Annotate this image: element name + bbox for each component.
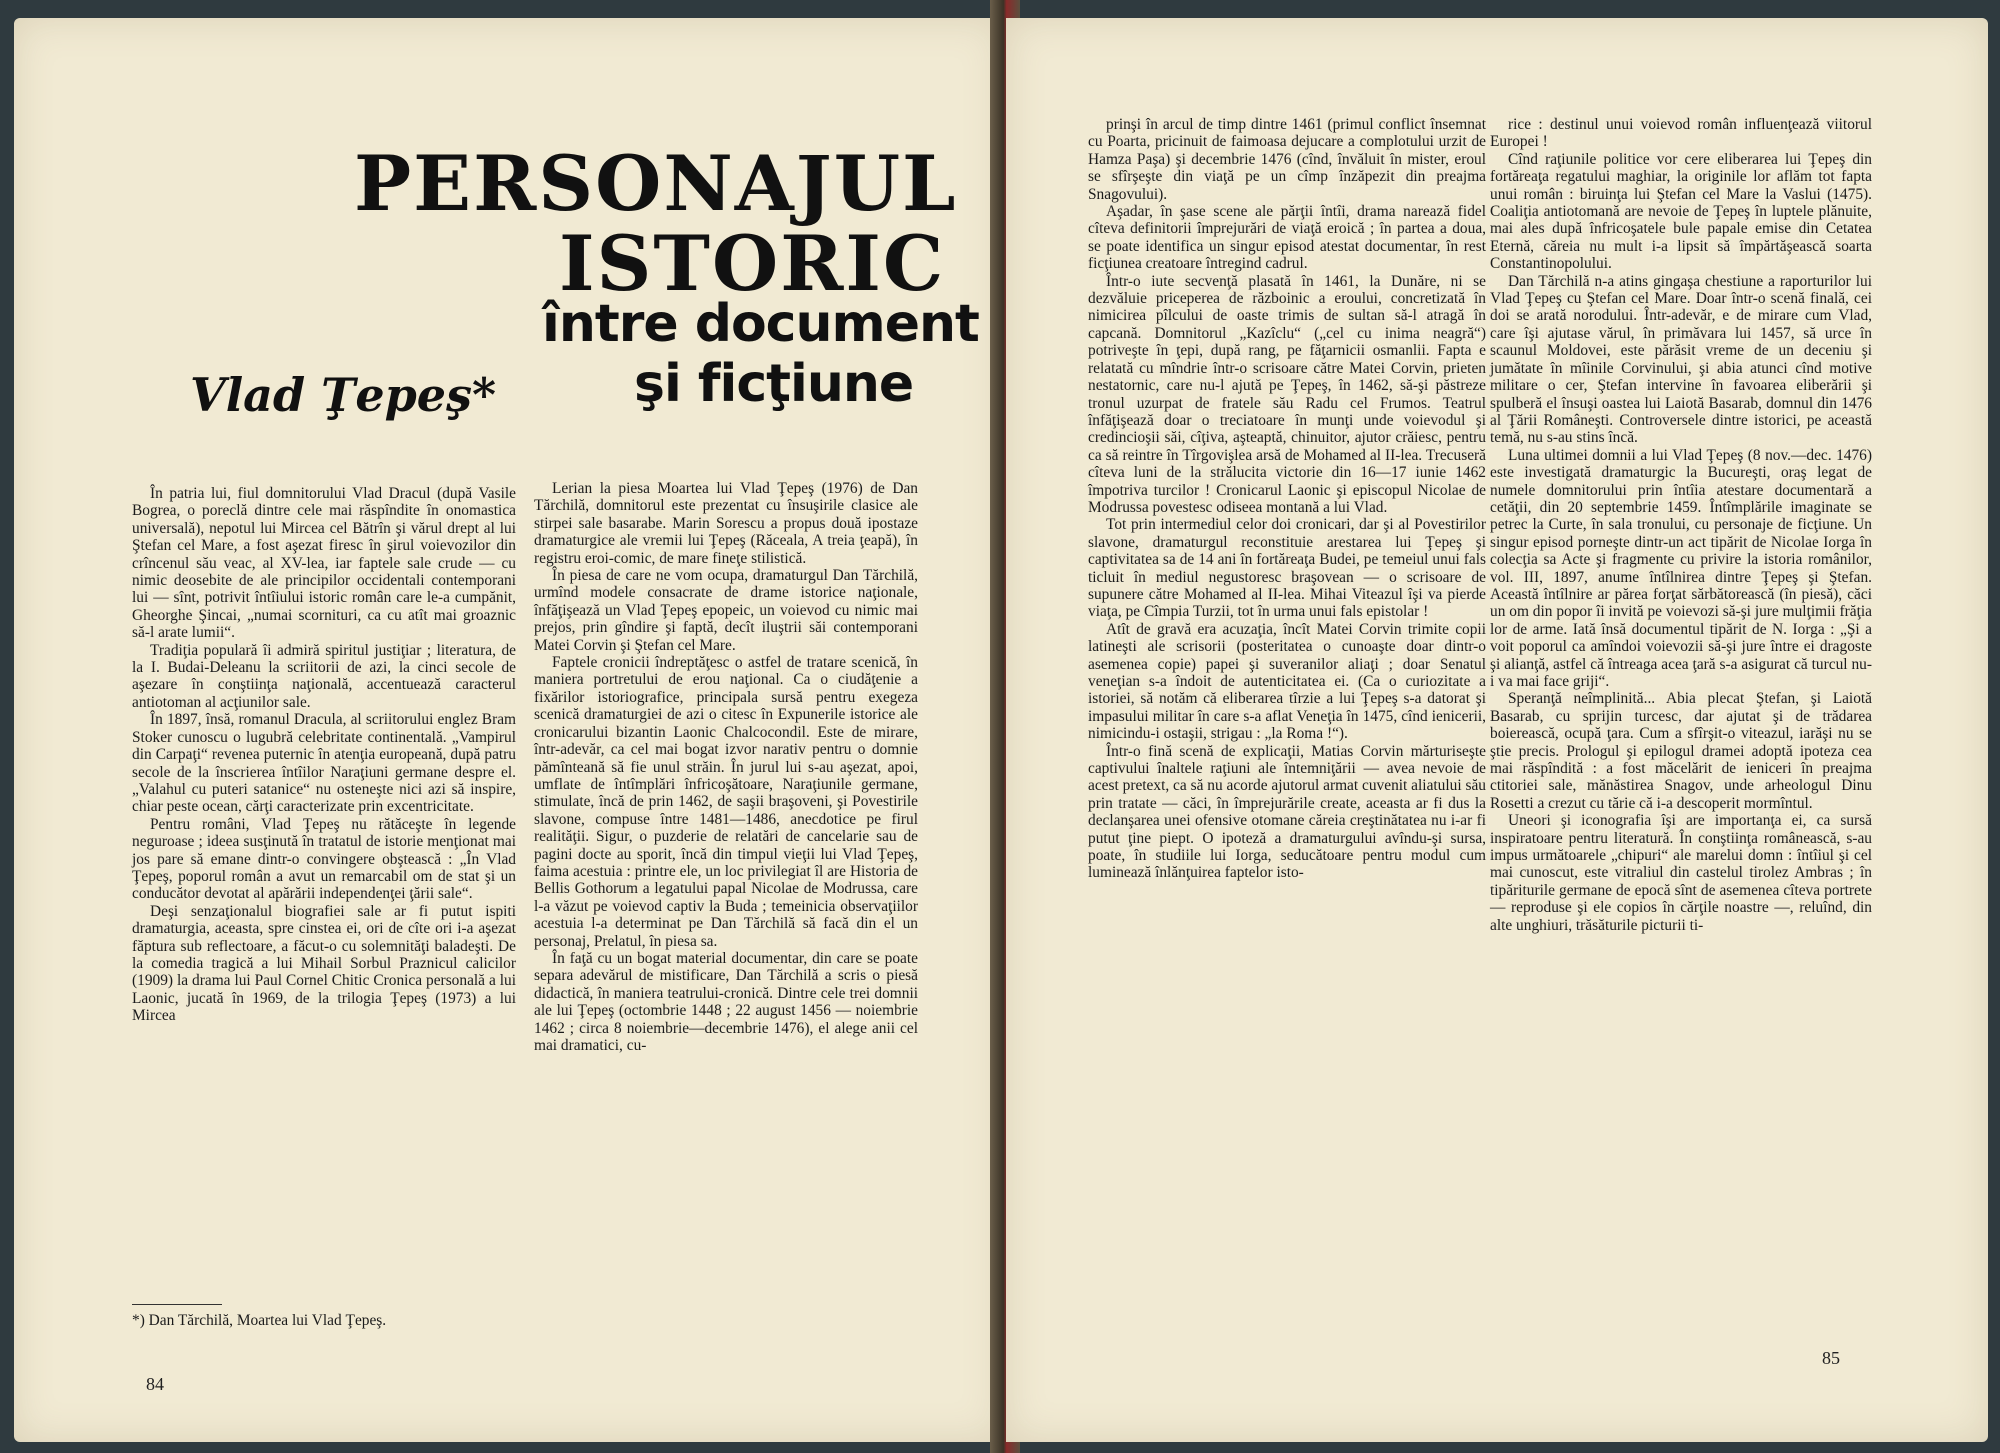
paragraph: Faptele cronicii îndreptăţesc o astfel de tratare scenică, în maniera portretului de erou naţional. Ca o ciudăţenie a fixărilor istoriografice, principala sursă pentru exegeza scenică dramaturgiei de azi o citesc în Expunerile istorice ale cronicarului bizantin Laonic Chalcocondil. Este de mirare, într-adevăr, ca cel mai bogat izvor narativ pentru o domnie pămînteană să fie unul străin. În jurul lui s-au aşezat, apoi, umflate de întîmplări înfricoşătoare, Naraţiunile germane, stimulate, încă de prin 1462, de saşii braşoveni, şi Povestirile slavone, compuse între 1481—1486, anecdotice pe firul realităţii. Sigur, o puzderie de relatări de cancelarie sau de pagini docte au sporit, încă din timpul vieţii lui Vlad Ţepeş, faima acestuia : printre ele, un loc privilegiat îl are Historia de Bellis Gothorum a legatului papal Nicolae de Modrussa, care l-a văzut pe voievod captiv la Buda ; temeinicia observaţiilor acestuia l-a determinat pe Dan Tărchilă să facă din el un personaj, Prelatul, în piesa sa. (534, 654, 918, 950)
paragraph: prinşi în arcul de timp dintre 1461 (primul conflict însemnat cu Poarta, pricinuit de faimoasa dejucare a complotului urzit de Hamza Paşa) şi decembrie 1476 (cînd, învăluit în mister, eroul se sfîrşeşte din viaţă pe un cîmp înzăpezit din preajma Snagovului). (1088, 116, 1486, 203)
title-line-personajul: PERSONAJUL (354, 139, 958, 228)
text-column-1 (132, 485, 516, 1333)
subject-name: Vlad Ţepeş* (190, 368, 497, 422)
paragraph: Lerian la piesa Moartea lui Vlad Ţepeş (1976) de Dan Tărchilă, domnitorul este prezentat cu însuşirile clasice ale stirpei sale basarabe. Marin Sorescu a propus două ipostaze dramaturgice ale vremii lui Ţepeş (Răceala, A treia ţeapă), în registru eroi-comic, de mare fineţe stilistică. (534, 480, 918, 567)
paragraph: În piesa de care ne vom ocupa, dramaturgul Dan Tărchilă, urmînd modele consacrate de drame istorice naţionale, înfăţişează un Vlad Ţepeş epopeic, un voievod cu nimic mai prejos, prin gîndire şi faptă, decît iluştrii săi contemporani Matei Corvin şi Ştefan cel Mare. (534, 567, 918, 654)
page-number-right: 85 (1822, 1348, 1840, 1368)
left-page (14, 18, 1002, 1442)
title-line-si-fictiune: şi ficţiune (634, 354, 914, 414)
title-line-istoric: ISTORIC (559, 219, 946, 308)
paragraph: Dan Tărchilă n-a atins gingaşa chestiune a raporturilor lui Vlad Ţepeş cu Ştefan cel Mare. Doar într-o scenă finală, cei doi se arată norodului. Într-adevăr, e de mirare cum Vlad, care îşi ajutase vărul, în primăvara lui 1457, să urce în scaunul Moldovei, este părăsit vreme de un deceniu şi jumătate în mîinile Corvinului, şi abia atunci cînd motive militare o cer, Ştefan intervine în favoarea eliberării şi spulberă el însuşi oastea lui Laiotă Basarab, domnul din 1476 al Ţării Româneşti. Controversele dintre istorici, pe această temă, nu s-au stins încă. (1490, 272, 1872, 447)
paragraph: În patria lui, fiul domnitorului Vlad Dracul (după Vasile Bogrea, o poreclă dintre cele mai răspîndite în onomastica universală), nepotul lui Mircea cel Bătrîn şi vărul drept al lui Ştefan cel Mare, a fost aşezat firesc în şirul voievozilor din crîncenul său veac, al XV-lea, iar faptele sale crude — cu nimic deosebite de ale principilor occidentali contemporani lui — sînt, potrivit întîiului istoric român care le-a cumpănit, Gheorghe Şincai, „numai scornituri, ca cu atît mai groaznic să-l arate lumii“. (132, 485, 516, 642)
paragraph: Pentru români, Vlad Ţepeş nu rătăceşte în legende neguroase ; ideea susţinută în tratatul de istorie menţionat mai jos pare să emane dintr-o convingere obştească : „În Vlad Ţepeş, poporul român a avut un remarcabil om de stat şi un conducător devotat al apărării independenţei ţării sale“. (132, 815, 516, 903)
page-number-left: 84 (146, 1374, 164, 1394)
paragraph: Cînd raţiunile politice vor cere eliberarea lui Ţepeş din fortăreaţa regatului maghiar, la originile lor aflăm tot fapta unui român : biruinţa lui Ştefan cel Mare la Vaslui (1475). Coaliţia antiotomană are nevoie de Ţepeş în luptele plănuite, mai ales după înfricoşatele bule papale emise din Cetatea Eternă, căreia nu mult i-a lipsit să împărtăşească soarta Constantinopolului. (1490, 150, 1872, 273)
paragraph: Aşadar, în şase scene ale părţii întîi, drama narează fidel cîteva definitorii împrejurări de viaţă eroică ; în partea a doua, se poate identifica un singur episod atestat documentar, în rest ficţiunea creatoare întregind cadrul. (1088, 203, 1486, 273)
footnote: *) Dan Tărchilă, Moartea lui Vlad Ţepeş. (132, 1312, 387, 1329)
text-column-2 (534, 480, 918, 1352)
paragraph: Speranţă neîmplinită... Abia plecat Ştefan, şi Laiotă Basarab, cu sprijin turcesc, dar ajutat şi de trădarea boierească, ocupă ţara. Cum a sfîrşit-o viteazul, iarăşi nu se ştie precis. Prologul şi epilogul dramei adoptă ipoteza cea mai răspîndită : a fost măcelărit de ieniceri în preajma ctitoriei sale, mănăstirea Snagov, unde arheologul Dinu Rosetti a crezut cu tărie că i-a descoperit mormîntul. (1490, 690, 1872, 812)
paragraph: În 1897, însă, romanul Dracula, al scriitorului englez Bram Stoker cunoscu o lugubră celebritate continentală. „Vampirul din Carpaţi“ revenea puternic în atenţia europeană, după patru secole de la înscrierea întîilor Naraţiuni germane despre el. „Valahul cu puteri satanice“ nu osteneşte nici azi să inspire, chiar peste ocean, cărţi caracterizate prin excentricitate. (132, 711, 516, 816)
paragraph: Luna ultimei domnii a lui Vlad Ţepeş (8 nov.—dec. 1476) este investigată dramaturgic la Bucureşti, oraş legat de numele domnitorului prin întîia atestare documentară a cetăţii, din 20 septembrie 1459. Întîmplările imaginate se petrec la Curte, în sala tronului, cu personaje de ficţiune. Un singur episod porneşte dintr-un act tipărit de Nicolae Iorga în colecţia sa Acte şi fragmente cu privire la istoria românilor, vol. III, 1897, anume întîlnirea dintre Ţepeş şi Ştefan. Această întîlnire ar părea forţat sărbătorească (în piesă), căci un om din popor îi invită pe voievozi să-şi jure mulţimii frăţia lor de arme. Iată însă documentul tipărit de N. Iorga : „Şi a voit poporul ca amîndoi voievozii să-şi jure între ei dragoste şi alianţă, astfel că întreaga acea ţară s-a asigurat că turcul nu-i va mai face griji“. (1490, 446, 1872, 690)
text-column-3 (1088, 116, 1486, 1350)
paragraph: rice : destinul unui voievod român influenţează viitorul Europei ! (1490, 116, 1872, 151)
paragraph: Deşi senzaţionalul biografiei sale ar fi putut ispiti dramaturgia, aceasta, spre cinstea ei, ori de cîte ori i-a aşezat făptura sub reflectoare, a făcut-o cu solemnităţi baladeşti. De la comedia tragică a lui Mihail Sorbul Praznicul calicilor (1909) la drama lui Paul Cornel Chitic Cronica personală a lui Laonic, jucată în 1969, de la trilogia Ţepeş (1973) a lui Mircea (132, 902, 516, 1025)
paragraph: Tradiţia populară îi admiră spiritul justiţiar ; literatura, de la I. Budai-Deleanu la scriitorii de azi, la cinci secole de aşezare în conştiinţa naţională, accentuează caracterul antiotoman al acţiunilor sale. (132, 641, 516, 711)
paragraph: În faţă cu un bogat material documentar, din care se poate separa adevărul de mistificare, Dan Tărchilă a scris o piesă didactică, în maniera teatrului-cronică. Dintre cele trei domnii ale lui Ţepeş (octombrie 1448 ; 22 august 1456 — noiembrie 1462 ; circa 8 noiembrie—decembrie 1476), el alege anii cel mai dramatici, cu- (534, 949, 918, 1054)
paragraph: Tot prin intermediul celor doi cronicari, dar şi al Povestirilor slavone, dramaturgul reconstituie arestarea lui Ţepeş şi captivitatea sa de 14 ani în fortăreaţa Budei, pe temeiul unui fals ticluit în mediul negustoresc braşovean — o scrisoare de supunere către Mohamed al II-lea. Mihai Viteazul îşi va pierde viaţa, pe Cîmpia Turzii, tot în urma unui fals epistolar ! (1088, 516, 1486, 621)
paragraph: Într-o iute secvenţă plasată în 1461, la Dunăre, ni se dezvăluie priceperea de războinic a eroului, concretizată în nimicirea pîlcului de oaste trimis de sultan să-l atragă în capcană. Domnitorul „Kazîclu“ („cel cu inima neagră“) potriveşte în ţepi, după rang, pe făţarnicii osmanlii. Fapta e relatată cu mîndrie într-o scrisoare către Matei Corvin, prieten nestatornic, care nu-l ajută pe Ţepeş, în 1462, să-şi păstreze tronul uzurpat de fratele său Radu cel Frumos. Teatrul înfăţişează doar o treciatoare în munţi unde voievodul şi credincioşii săi, cîţiva, aşteaptă, chinuitor, ajutor crăiesc, pentru ca să reintre în Tîrgovişlea arsă de Mohamed al II-lea. Trecuseră cîteva luni de la strălucita victorie din 16—17 iunie 1462 împotriva turcilor ! Cronicarul Laonic şi episcopul Nicolae de Modrussa povestesc odiseea montană a lui Vlad. (1088, 272, 1486, 516)
paragraph: Atît de gravă era acuzaţia, încît Matei Corvin trimite copii latineşti ale scrisorii (posteritatea o cunoaşte doar dintr-o asemenea copie) papei şi suveranilor aliaţi ; doar Senatul veneţian s-a îndoit de autenticitatea ei. (Ca o curiozitate a istoriei, să notăm că eliberarea tîrzie a lui Ţepeş s-a datorat şi impasului militar în care s-a aflat Veneţia în 1475, cînd ienicerii, nimicindu-i ostaşii, strigau : „la Roma !“). (1088, 620, 1486, 743)
text-column-4 (1490, 116, 1872, 1350)
paragraph: Uneori şi iconografia îşi are importanţa ei, ca sursă inspiratoare pentru literatură. În conştiinţa românească, s-au impus următoarele „chipuri“ ale marelui domn : întîiul şi cel mai cunoscut, este vitraliul din castelul tirolez Ambras ; în tipăriturile germane de epocă sînt de asemenea cîteva portrete — reproduse şi ele copios în cărţile noastre —, reluînd, din alte unghiuri, trăsăturile picturii ti- (1490, 812, 1872, 934)
paragraph: Într-o fină scenă de explicaţii, Matias Corvin mărturiseşte captivului înaltele raţiuni ale întemniţării — avea nevoie de acest pretext, ca să nu acorde ajutorul armat cuvenit aliatului său prin tratate — căci, în împrejurările create, aceasta ar fi dus la declanşarea unei ofensive otomane căreia creştinătatea nu i-ar fi putut ţine piept. O ipoteză a dramaturgului avîndu-şi sursa, poate, în studiile lui Iorga, seducătoare pentru modul cum luminează înlănţuirea faptelor isto- (1088, 742, 1486, 882)
footnote-divider (132, 1304, 222, 1305)
title-line-intre-document: între document (542, 294, 979, 354)
